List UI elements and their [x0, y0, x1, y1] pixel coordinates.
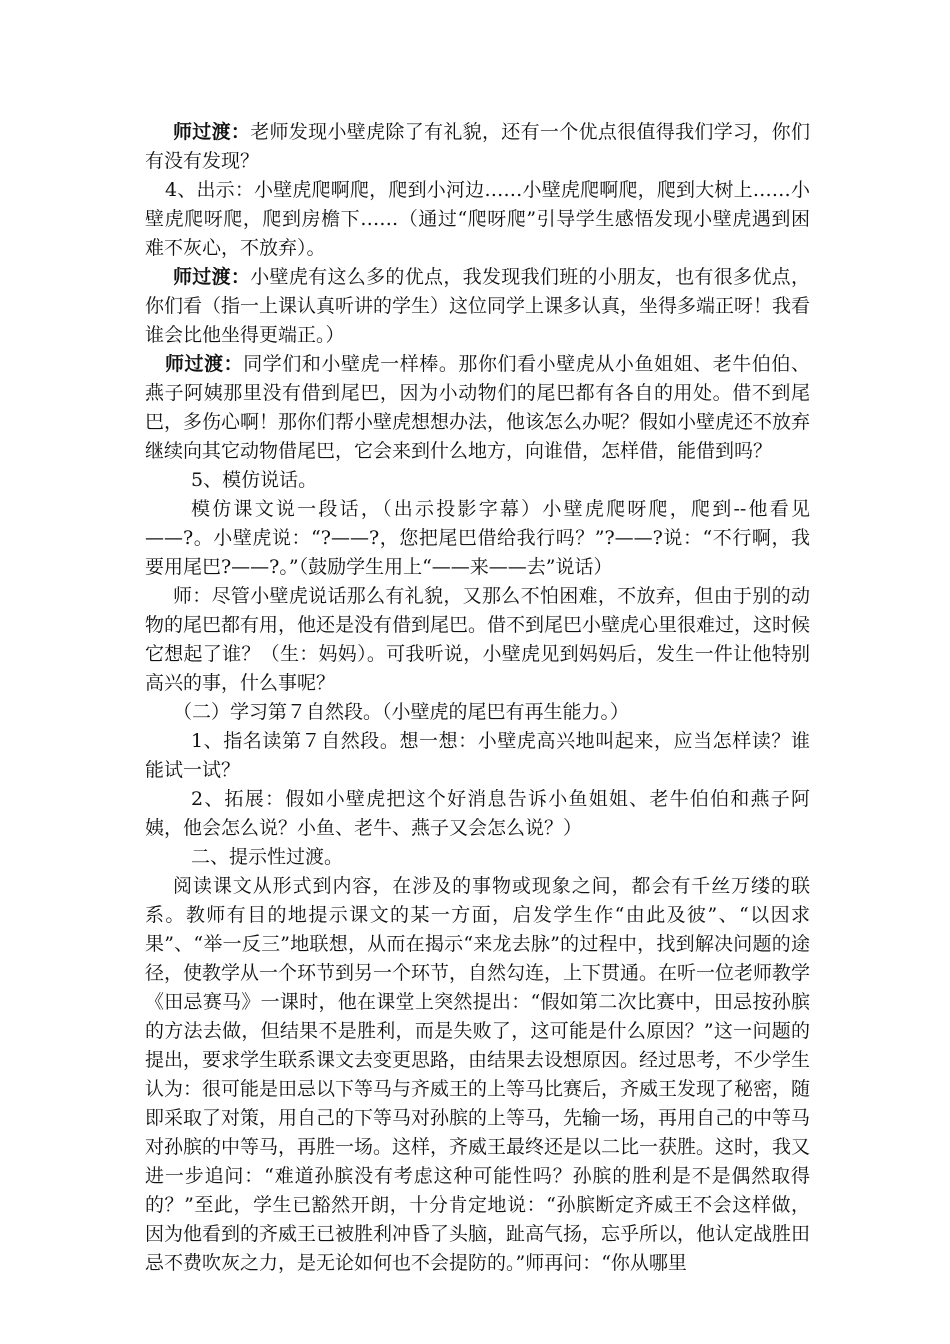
paragraph-step-4 [145, 176, 810, 263]
paragraph-text: 模仿课文说一段话，（出示投影字幕）小壁虎爬呀爬，爬到--他看见——?。小壁虎说：“?——?，您把尾巴借给我行吗？”?——?说：“不行啊，我要用尾巴?——?。”（鼓励学生用上“——来——去”说话） [145, 498, 810, 578]
paragraph-text: 二、提示性过渡。 [191, 846, 344, 868]
paragraph-step-5 [145, 466, 810, 495]
paragraph-lead: 师过渡： [173, 121, 251, 143]
paragraph-body [145, 872, 810, 1278]
paragraph-teacher-transition-3 [145, 350, 810, 466]
paragraph-lead: 师过渡： [165, 353, 244, 375]
paragraph-teacher-transition-1 [145, 118, 810, 176]
paragraph-text: （二）学习第７自然段。（小壁虎的尾巴有再生能力。） [173, 701, 630, 723]
paragraph-step-1 [145, 727, 810, 785]
paragraph-text: 老师发现小壁虎除了有礼貌，还有一个优点很值得我们学习，你们有没有发现？ [145, 121, 810, 172]
paragraph-text: 小壁虎有这么多的优点，我发现我们班的小朋友，也有很多优点，你们看（指一上课认真听讲的学生）这位同学上课多认真，坐得多端正呀！我看谁会比他坐得更端正。） [145, 266, 811, 346]
paragraph-text: 师：尽管小壁虎说话那么有礼貌，又那么不怕困难，不放弃，但由于别的动物的尾巴都有用，他还是没有借到尾巴。借不到尾巴小壁虎心里很难过，这时候它想起了谁？（生：妈妈）。可我听说，小壁虎见到妈妈后，发生一件让他特别高兴的事，什么事呢？ [145, 585, 811, 694]
paragraph-text: 2、拓展：假如小壁虎把这个好消息告诉小鱼姐姐、老牛伯伯和燕子阿姨，他会怎么说？小鱼、老牛、燕子又会怎么说？） [145, 788, 810, 839]
paragraph-heading-2 [145, 843, 810, 872]
paragraph-text: 阅读课文从形式到内容，在涉及的事物或现象之间，都会有千丝万缕的联系。教师有目的地提示课文的某一方面，启发学生作“由此及彼”、“以因求果”、“举一反三”地联想，从而在揭示“来龙去脉”的过程中，找到解决问题的途径，使教学从一个环节到另一个环节，自然勾连，上下贯通。在听一位老师教学《田忌赛马》一课时，他在课堂上突然提出：“假如第二次比赛中，田忌按孙膑的方法去做，但结果不是胜利，而是失败了，这可能是什么原因？”这一问题的提出，要求学生联系课文去变更思路，由结果去设想原因。经过思考，不少学生认为：很可能是田忌以下等马与齐威王的上等马比赛后，齐威王发现了秘密，随即采取了对策，用自己的下等马对孙膑的上等马，先输一场，再用自己的中等马对孙膑的中等马，再胜一场。这样，齐威王最终还是以二比一获胜。这时，我又进一步追问：“难道孙膑没有考虑这种可能性吗？孙膑的胜利是不是偶然取得的？”至此，学生已豁然开朗，十分肯定地说：“孙膑断定齐威王不会这样做，因为他看到的齐威王已被胜利冲昏了头脑，趾高气扬，忘乎所以，他认定战胜田忌不费吹灰之力，是无论如何也不会提防的。”师再问：“你从哪里 [145, 875, 811, 1274]
paragraph-teacher-transition-2 [145, 263, 810, 350]
paragraph-section-heading [145, 698, 810, 727]
paragraph-lead: 师过渡： [173, 266, 251, 288]
paragraph-step-2 [145, 785, 810, 843]
paragraph-text: 1、指名读第７自然段。想一想：小壁虎高兴地叫起来，应当怎样读？谁能试一试？ [145, 730, 810, 781]
paragraph-teacher-remark [145, 582, 810, 698]
paragraph-text: 4、出示：小壁虎爬啊爬，爬到小河边……小壁虎爬啊爬，爬到大树上……小壁虎爬呀爬，爬到房檐下……（通过“爬呀爬”引导学生感悟发现小壁虎遇到困难不灰心，不放弃）。 [145, 179, 810, 259]
document-page [145, 118, 810, 1278]
paragraph-text: 同学们和小壁虎一样棒。那你们看小壁虎从小鱼姐姐、老牛伯伯、燕子阿姨那里没有借到尾巴，因为小动物们的尾巴都有各自的用处。借不到尾巴，多伤心啊！那你们帮小壁虎想想办法，他该怎么办呢？假如小壁虎还不放弃继续向其它动物借尾巴，它会来到什么地方，向谁借，怎样借，能借到吗？ [145, 353, 811, 462]
paragraph-imitation [145, 495, 810, 582]
paragraph-text: 5、模仿说话。 [191, 469, 318, 491]
